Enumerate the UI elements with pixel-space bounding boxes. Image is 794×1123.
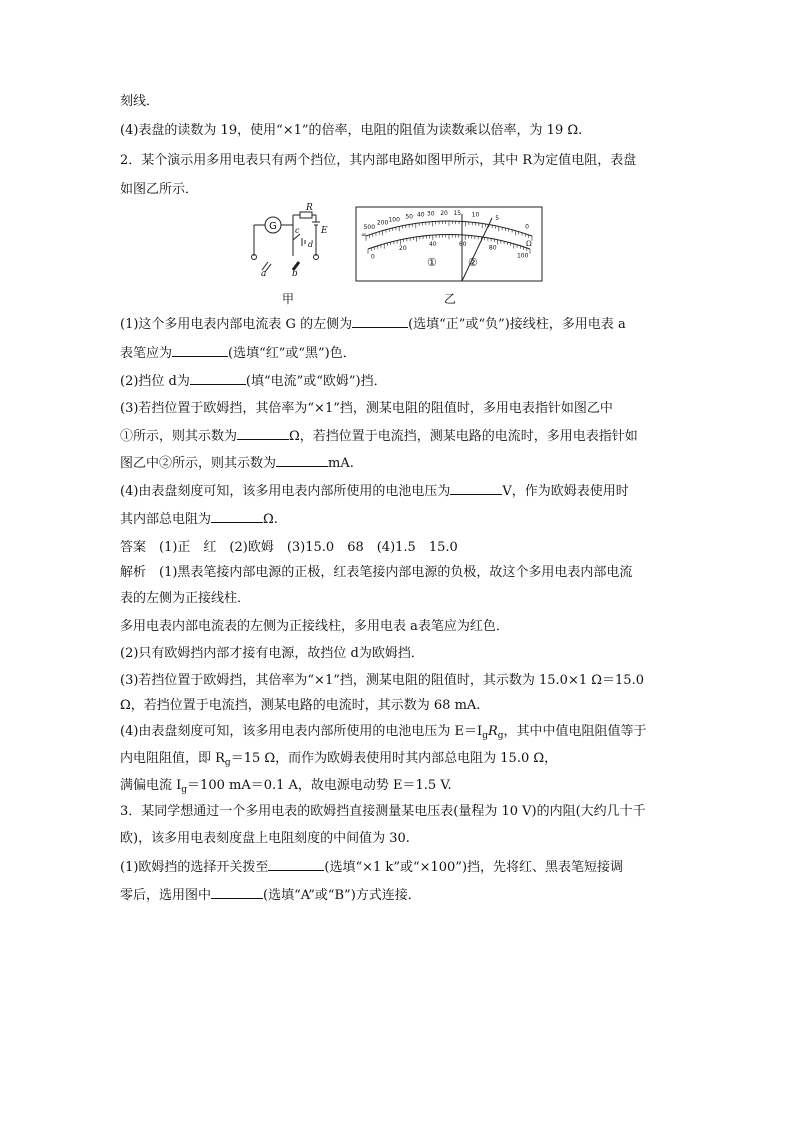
- ohm-scale-label: 20: [440, 210, 448, 218]
- question-line: (2)挡位 d为 (填“电流”或“欧姆”)挡．: [120, 374, 387, 389]
- pointer-1-label: ①: [427, 256, 437, 269]
- explanation-line: 表的左侧为正接线柱．: [120, 591, 251, 606]
- ohm-scale-label: 30: [426, 210, 435, 218]
- question-line: 其内部总电阻为 Ω.: [120, 512, 278, 527]
- ohm-scale-label: 500: [363, 223, 376, 231]
- question-line: (3)若挡位置于欧姆挡，其倍率为“×1”挡，测某电阻的阻值时，多用电表指针如图乙中: [120, 401, 613, 416]
- ohm-scale-label: 0: [525, 223, 529, 231]
- question-line: 欧)，该多用电表刻度盘上电阻刻度的中间值为 30.: [120, 831, 410, 846]
- answer-blank[interactable]: [211, 886, 263, 899]
- ma-scale-label: 40: [428, 241, 437, 249]
- ohm-scale-label: 100: [388, 216, 400, 224]
- question-line: (4)由表盘刻度可知，该多用电表内部所使用的电池电压为 V，作为欧姆表使用时: [120, 484, 629, 499]
- ma-scale-label: 20: [399, 245, 407, 253]
- answer-blank[interactable]: [211, 510, 263, 523]
- answer-blank[interactable]: [190, 372, 246, 385]
- question-line: 零后，选用图中 (选填“A”或“B”)方式连接．: [120, 888, 421, 903]
- switch-c-label: c: [295, 226, 300, 235]
- answer-blank[interactable]: [172, 344, 228, 357]
- question-line: (1)这个多用电表内部电流表 G 的左侧为 (选填“正”或“负”)接线柱，多用电表 a: [120, 317, 626, 332]
- battery-label: E: [321, 226, 328, 236]
- resistor-label: R: [306, 203, 313, 213]
- infinity-label: ∞: [361, 231, 367, 239]
- answer-blank[interactable]: [237, 427, 289, 440]
- probe-a-label: a: [261, 269, 267, 279]
- meter-dial-yi: [356, 207, 542, 281]
- explanation-line: (4)由表盘刻度可知，该多用电表内部所使用的电池电压为 $E=I_gR_g$，其中中值电阻阻值等于: [120, 724, 647, 741]
- question-3-heading: 3．某同学想通过一个多用电表的欧姆挡直接测量某电压表(量程为 10 V)的内阻(大约几十千: [120, 804, 646, 819]
- answer-blank[interactable]: [276, 454, 328, 467]
- explanation-line: Ω，若挡位置于电流挡，测某电路的电流时，其示数为 68 mA.: [120, 698, 481, 713]
- text-line: (4)表盘的读数为 19，使用“×1”的倍率，电阻的阻值为读数乘以倍率，为 19 Ω.: [120, 123, 583, 138]
- explanation-line: 满偏电流 $I_g=100$ mA＝0.1 A，故电源电动势 E＝1.5 V.: [120, 778, 452, 795]
- ma-scale-label: 60: [458, 240, 467, 248]
- ma-scale-label: 0: [370, 253, 375, 261]
- question-line: ①所示，则其示数为 Ω，若挡位置于电流挡，测某电路的电流时，多用电表指针如: [120, 429, 638, 444]
- ohm-scale-label: 200: [376, 219, 389, 227]
- answer-blank[interactable]: [268, 858, 324, 871]
- explanation-line: 多用电表内部电流表的左侧为正接线柱，多用电表 a表笔应为红色．: [120, 619, 509, 634]
- ma-scale-label: 80: [488, 244, 497, 252]
- figure-yi-caption: 乙: [444, 292, 457, 306]
- question-2-heading: 2．某个演示用多用电表只有两个挡位，其内部电路如图甲所示，其中 R为定值电阻，表盘: [120, 153, 637, 168]
- ohm-scale-label: 5: [495, 215, 500, 223]
- answer-blank[interactable]: [450, 482, 502, 495]
- ohm-scale-label: 40: [416, 211, 425, 219]
- ohm-scale-label: 15: [453, 210, 462, 218]
- text-line: 如图乙所示．: [120, 182, 199, 197]
- answer-blank[interactable]: [352, 315, 408, 328]
- galvanometer-label: G: [269, 221, 277, 232]
- switch-d-label: d: [308, 240, 314, 249]
- answer-line: 答案 (1)正 红 (2)欧姆 (3)15.0 68 (4)1.5 15.0: [120, 540, 458, 555]
- ohm-scale-label: 50: [405, 213, 413, 221]
- question-line: (1)欧姆挡的选择开关拨至 (选填“×1 k”或“×100”)挡，先将红、黑表笔短接调: [120, 860, 624, 875]
- unit-label: Ω: [526, 240, 532, 248]
- explanation-line: (3)若挡位置于欧姆挡，其倍率为“×1”挡，测某电阻的阻值时，其示数为 15.0×1 Ω＝15.0: [120, 673, 644, 688]
- figures: [248, 200, 548, 308]
- figure-jia-caption: 甲: [282, 292, 295, 306]
- probe-b-label: b: [292, 269, 298, 279]
- question-line: 图乙中②所示，则其示数为 mA.: [120, 456, 354, 471]
- ohm-scale-label: 10: [471, 211, 480, 219]
- explanation-line: 解析 (1)黑表笔接内部电源的正极，红表笔接内部电源的负极，故这个多用电表内部电流: [120, 565, 633, 580]
- explanation-line: (2)只有欧姆挡内部才接有电源，故挡位 d为欧姆挡．: [120, 646, 424, 661]
- ma-scale-label: 100: [516, 252, 529, 260]
- text-line: 刻线．: [120, 94, 160, 109]
- pointer-2-label: ②: [468, 256, 478, 269]
- pointer-2: [462, 218, 492, 281]
- explanation-line: 内电阻阻值，即 $R_g=15$ Ω，而作为欧姆表使用时其内部总电阻为 15.0 Ω，: [120, 751, 558, 768]
- question-line: 表笔应为 (选填“红”或“黑”)色．: [120, 346, 356, 361]
